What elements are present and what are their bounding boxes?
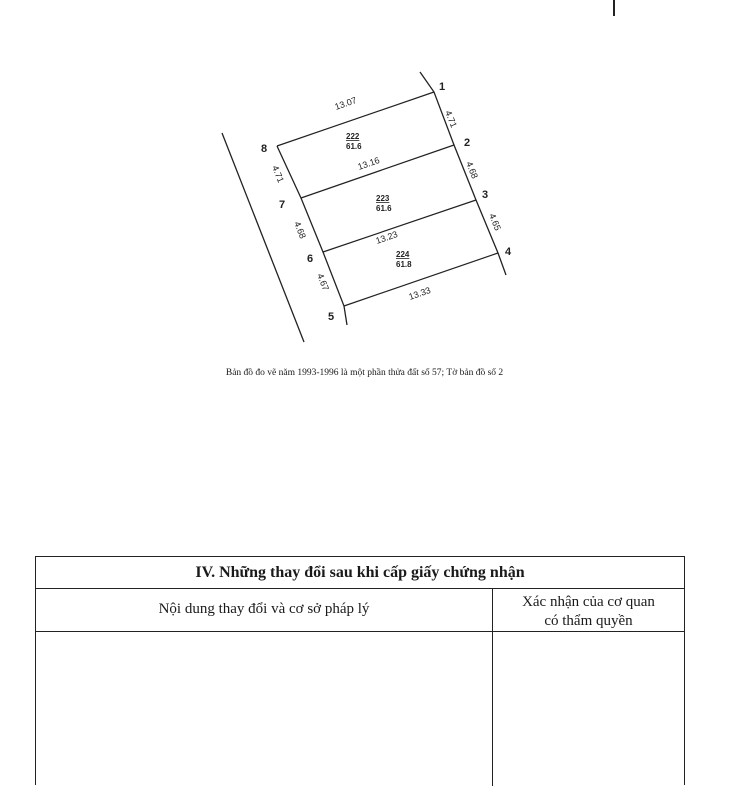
point-label-2: 2: [464, 137, 471, 149]
road-boundary-line: [222, 133, 304, 342]
map-caption: Bản đồ đo vẽ năm 1993-1996 là một phần thửa đất số 57; Tờ bản đồ số 2: [225, 368, 504, 378]
parcel-id-222: 222: [346, 132, 360, 141]
dim-4-67-west: 4.67: [315, 272, 331, 293]
dim-13-33: 13.33: [407, 285, 432, 302]
col-header-content: Nội dung thay đổi và cơ sở pháp lý: [36, 589, 493, 631]
point-label-4: 4: [505, 246, 512, 258]
cadastral-map: [0, 0, 729, 360]
dim-4-65-east: 4.65: [487, 212, 503, 233]
point-label-7: 7: [279, 199, 286, 211]
line-6-3: [323, 200, 476, 252]
dim-4-71-east: 4.71: [443, 109, 459, 130]
dim-13-07: 13.07: [333, 95, 358, 112]
point-label-1: 1: [439, 81, 446, 93]
point-label-6: 6: [307, 253, 314, 265]
parcel-id-223: 223: [376, 194, 390, 203]
line-7-2: [301, 145, 454, 198]
changes-table: [35, 556, 685, 785]
confirmation-cell: [493, 632, 684, 786]
col-header-confirmation-line1: Xác nhận của cơ quan: [522, 594, 655, 610]
content-cell: [36, 632, 493, 786]
east-boundary-line: [420, 72, 506, 275]
parcel-area-224: 61.8: [396, 260, 412, 269]
dim-4-68-west: 4.68: [292, 220, 308, 241]
west-boundary-line: [277, 146, 347, 325]
parcel-area-223: 61.6: [376, 204, 392, 213]
col-header-confirmation-line2: có thẩm quyền: [544, 613, 633, 629]
table-body-row: [36, 632, 684, 786]
dim-13-16: 13.16: [356, 155, 381, 172]
point-label-5: 5: [328, 311, 335, 323]
parcel-id-224: 224: [396, 250, 410, 259]
dim-4-68-east: 4.68: [464, 160, 480, 181]
point-label-3: 3: [482, 189, 489, 201]
dim-13-23: 13.23: [374, 229, 399, 246]
point-label-8: 8: [261, 143, 268, 155]
table-header-row: [36, 589, 684, 632]
dim-4-71-west: 4.71: [270, 164, 286, 185]
col-header-confirmation: [493, 589, 684, 631]
parcel-area-222: 61.6: [346, 142, 362, 151]
section-title: IV. Những thay đổi sau khi cấp giấy chứng nhận: [36, 557, 684, 589]
